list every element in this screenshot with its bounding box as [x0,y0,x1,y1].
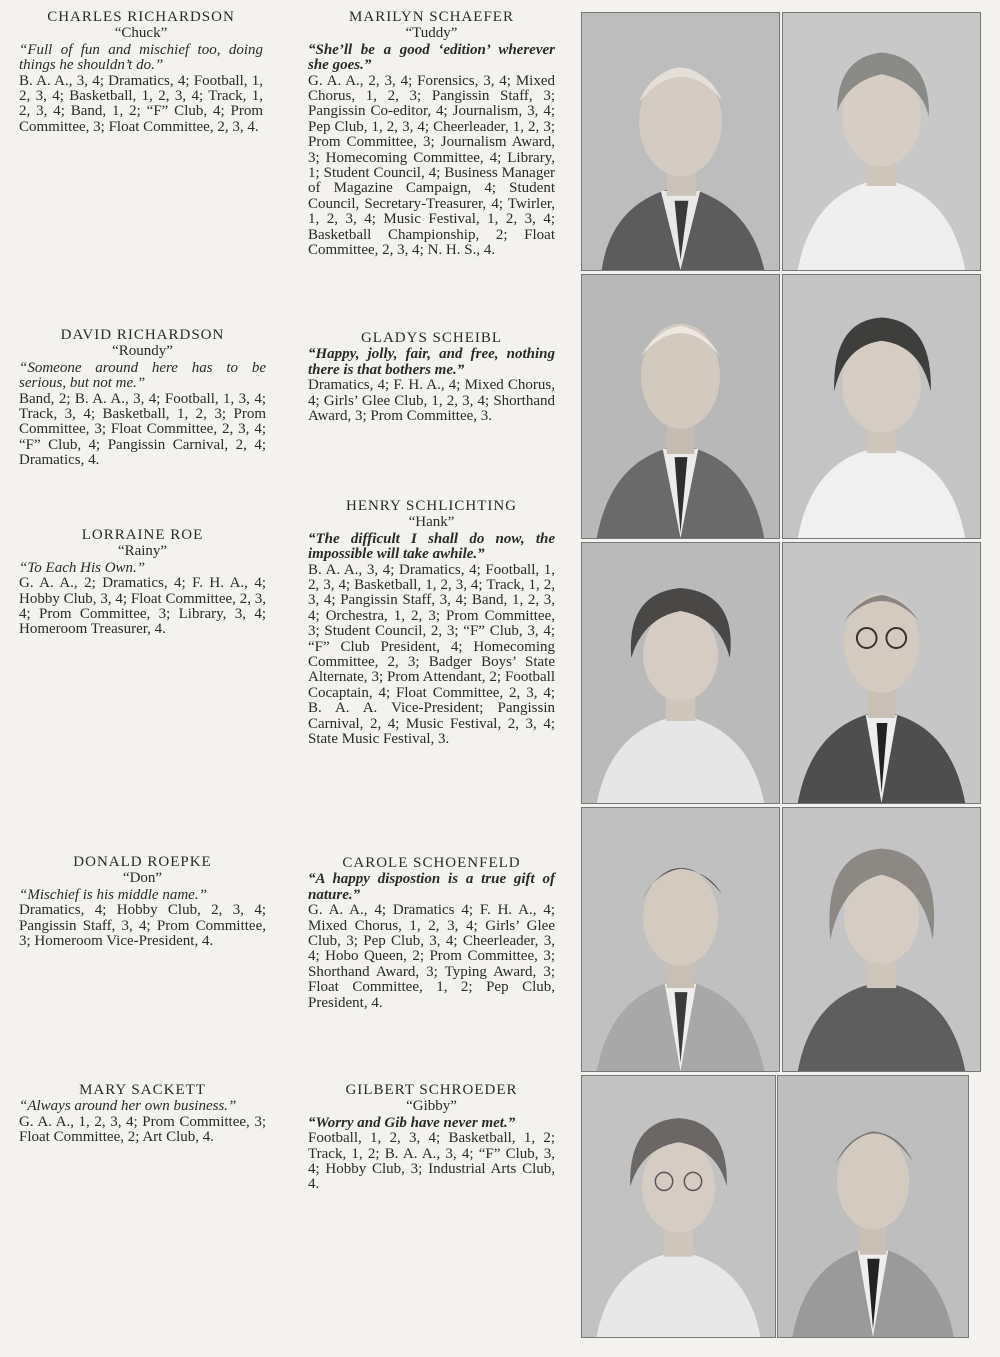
student-name: GLADYS SCHEIBL [360,330,503,346]
portrait-photo-boy-suit [581,12,780,271]
student-name: MARY SACKETT [79,1082,206,1098]
student-nickname: “Don” [122,870,163,887]
student-name: DAVID RICHARDSON [60,327,225,343]
portrait-photo-boy-light-jacket [581,807,780,1072]
student-name: GILBERT SCHROEDER [345,1082,518,1098]
entry-carole-schoenfeld [308,856,555,1011]
entry-lorraine-roe [19,528,266,638]
student-nickname: “Roundy” [112,343,173,360]
entry-donald-roepke [19,855,266,949]
student-nickname: “Hank” [408,514,455,531]
portrait-photo-girl-pearls [581,542,780,804]
entry-charles-richardson [19,10,263,135]
student-nickname: “Rainy” [117,543,168,560]
student-name: LORRAINE ROE [81,527,204,543]
student-nickname: “Gibby” [406,1098,457,1115]
student-motto: “Happy, jolly, fair, and free, nothing there is that bothers me.” [308,346,555,378]
student-motto: “She’ll be a good ‘edition’ wherever she goes.” [308,41,555,74]
student-motto: “To Each His Own.” [19,559,146,576]
student-activities: B. A. A., 3, 4; Dramatics, 4; Football, 1, 2, 3, 4; Basketball, 1, 2, 3, 4; Track, 1, 2, 3, 4; Band, 1, 2; “F” Club, 4; Prom Committee, 3; Float Committee, 2, 3, 4. [19,72,263,135]
portrait-photo-boy-striped-tie [581,274,780,539]
entry-henry-schlichting [308,499,555,748]
student-name: MARILYN SCHAEFER [349,9,514,25]
entry-mary-sackett [19,1083,266,1146]
portrait-photo-girl-white-collar [782,274,981,539]
student-motto: “Mischief is his middle name.” [19,886,207,903]
portrait-photo-girl-lace-collar [581,1075,776,1338]
student-name: CHARLES RICHARDSON [47,9,235,25]
student-activities: Football, 1, 2, 3, 4; Basketball, 1, 2; Track, 1, 2; B. A. A., 3, 4; “F” Club, 3, 4; Hobby Club, 3; Industrial Arts Club, 4. [308,1130,555,1193]
student-activities: G. A. A., 2, 3, 4; Forensics, 3, 4; Mixed Chorus, 1, 2, 3; Pangissin Staff, 3; Pangissin Co-editor, 4; Journalism, 3, 4; Pep Club, 1, 2, 3, 4; Cheerleader, 1, 2, 3; Prom Committee, 3; Journalism Award, 3; Homecoming Committee, 4; Library, 1; Student Council, 4; Business Manager of Magazine Campaign, 4; Student Council, Secretary-Treasurer, 4; Twirler, 1, 2, 3, 4; Music Festival, 1, 2, 3, 4; Basketball Championship, 2; Float Committee, 2, 3, 4; N. H. S., 4. [308,72,555,259]
portrait-photo-boy-glasses [782,542,981,804]
student-motto: “Full of fun and mischief too, doing things he shouldn’t do.” [19,41,263,74]
student-activities: G. A. A., 4; Dramatics 4; F. H. A., 4; Mixed Chorus, 1, 2, 3, 4; Girls’ Glee Club, 3; Pep Club, 3, 4; Cheerleader, 3, 4; Hobo Queen, 2; Prom Committee, 3; Shorthand Award, 3; Typing Award, 3; Float Committee, 1, 2; Pep Club, President, 4. [308,902,555,1011]
student-name: HENRY SCHLICHTING [345,498,518,514]
portrait-photo-boy-dark-tie [777,1075,969,1338]
student-activities: B. A. A., 3, 4; Dramatics, 4; Football, 1, 2, 3, 4; Basketball, 1, 2, 3, 4; Track, 1, 2, 3, 4; Pangissin Staff, 3, 4; Band, 1, 2, 3, 4; Orchestra, 1, 2, 3; Prom Committee, 3; Student Council, 2, 3; “F” Club, 3, 4; “F” Club President, 4; Homecoming Committee, 2, 3; Badger Boys’ State Alternate, 3; Prom Attendant, 2; Football Cocaptain, 4; Float Committee, 2, 3, 4; B. A. A. Vice-President; Pangissin Carnival, 2, 4; Music Festival, 2, 3, 4; State Music Festival, 3. [308,561,555,748]
portrait-photo-girl-blouse [782,12,981,271]
student-activities: G. A. A., 2; Dramatics, 4; F. H. A., 4; Hobby Club, 3, 4; Float Committee, 2, 3, 4; Prom Committee, 3; Library, 3, 4; Homeroom Treasurer, 4. [19,575,266,638]
portrait-photo-girl-sweater [782,807,981,1072]
student-name: DONALD ROEPKE [73,854,212,870]
student-activities: Dramatics, 4; F. H. A., 4; Mixed Chorus, 4; Girls’ Glee Club, 1, 2, 3, 4; Shorthand Award, 3; Prom Committee, 3. [308,377,555,425]
student-motto: “The difficult I shall do now, the impossible will take awhile.” [308,530,555,563]
student-motto: “Always around her own business.” [19,1098,237,1115]
student-activities: Dramatics, 4; Hobby Club, 2, 3, 4; Pangissin Staff, 3, 4; Prom Committee, 3; Homeroom Vice-President, 4. [19,902,266,950]
student-motto: “Worry and Gib have never met.” [308,1114,516,1131]
entry-gladys-scheibl [308,331,555,424]
student-motto: “A happy dispostion is a true gift of nature.” [308,871,555,903]
student-activities: G. A. A., 1, 2, 3, 4; Prom Committee, 3; Float Committee, 2; Art Club, 4. [19,1113,266,1146]
student-name: CAROLE SCHOENFELD [342,855,521,871]
student-nickname: “Chuck” [114,25,168,42]
entry-david-richardson [19,328,266,469]
student-nickname: “Tuddy” [405,25,458,42]
entry-marilyn-schaefer [308,10,555,259]
entry-gilbert-schroeder [308,1083,555,1193]
student-activities: Band, 2; B. A. A., 3, 4; Football, 1, 3, 4; Track, 3, 4; Basketball, 1, 2, 3; Prom Committee, 3; Float Committee, 2, 3, 4; “F” Club, 4; Pangissin Carnival, 2, 4; Dramatics, 4. [19,390,266,469]
student-motto: “Someone around here has to be serious, but not me.” [19,359,266,392]
